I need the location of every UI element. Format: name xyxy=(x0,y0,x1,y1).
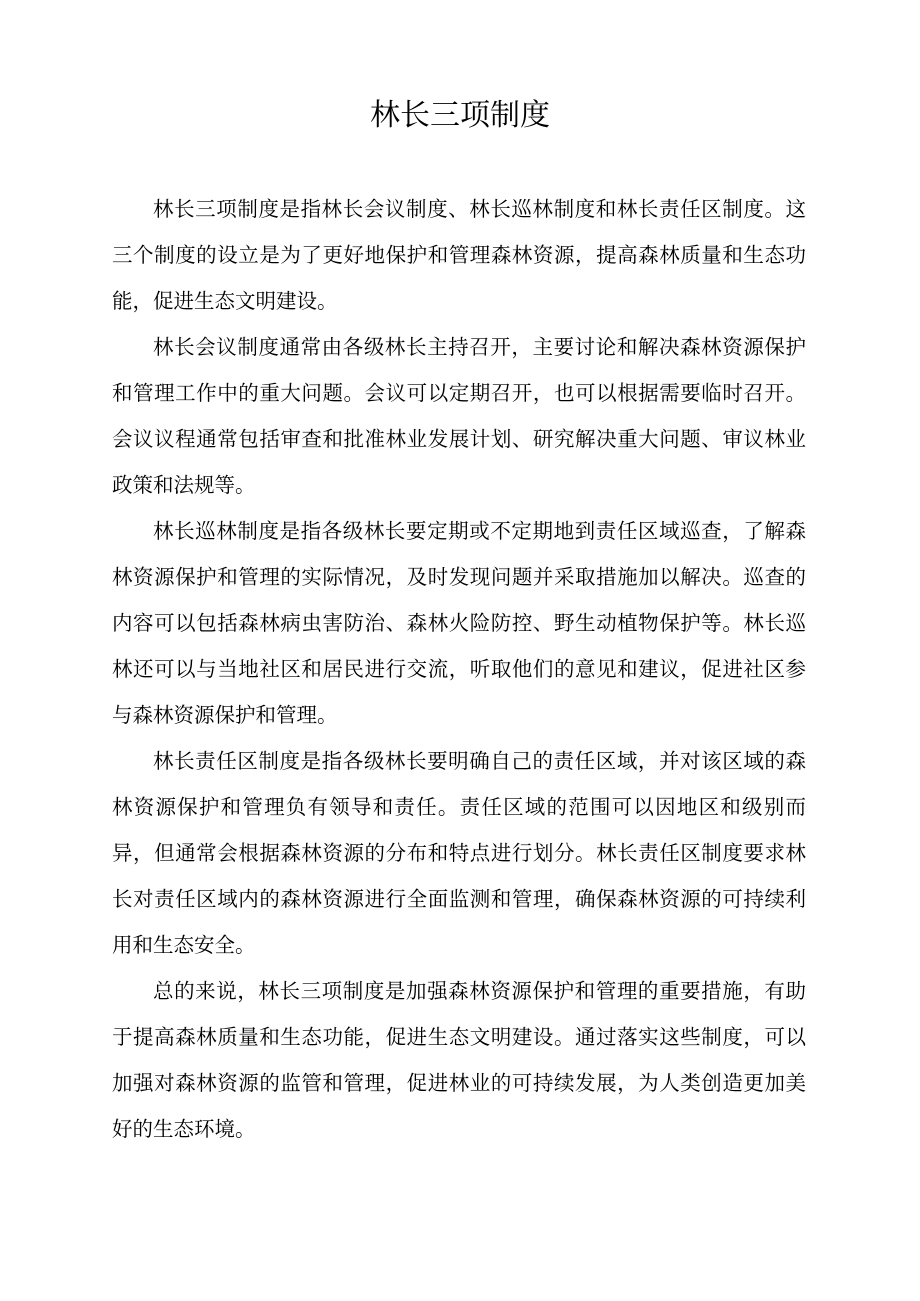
paragraph-overview: 林长三项制度是指林长会议制度、林长巡林制度和林长责任区制度。这三个制度的设立是为了更好地保护和管理森林资源，提高森林质量和生态功能，促进生态文明建设。 xyxy=(112,197,806,313)
paragraph-patrol-system: 林长巡林制度是指各级林长要定期或不定期地到责任区域巡查，了解森林资源保护和管理的实际情况，及时发现问题并采取措施加以解决。巡查的内容可以包括森林病虫害防治、森林火险防控、野生动植物保护等。林长巡林还可以与当地社区和居民进行交流，听取他们的意见和建议，促进社区参与森林资源保护和管理。 xyxy=(112,519,806,727)
document-body xyxy=(112,186,806,1152)
paragraph-conclusion: 总的来说，林长三项制度是加强森林资源保护和管理的重要措施，有助于提高森林质量和生态功能，促进生态文明建设。通过落实这些制度，可以加强对森林资源的监管和管理，促进林业的可持续发展，为人类创造更加美好的生态环境。 xyxy=(112,979,806,1141)
document-title: 林长三项制度 xyxy=(370,98,550,133)
paragraph-responsibility-zone-system: 林长责任区制度是指各级林长要明确自己的责任区域，并对该区域的森林资源保护和管理负有领导和责任。责任区域的范围可以因地区和级别而异，但通常会根据森林资源的分布和特点进行划分。林长责任区制度要求林长对责任区域内的森林资源进行全面监测和管理，确保森林资源的可持续利用和生态安全。 xyxy=(112,749,806,957)
paragraph-meeting-system: 林长会议制度通常由各级林长主持召开，主要讨论和解决森林资源保护和管理工作中的重大问题。会议可以定期召开，也可以根据需要临时召开。会议议程通常包括审查和批准林业发展计划、研究解决重大问题、审议林业政策和法规等。 xyxy=(112,335,806,497)
